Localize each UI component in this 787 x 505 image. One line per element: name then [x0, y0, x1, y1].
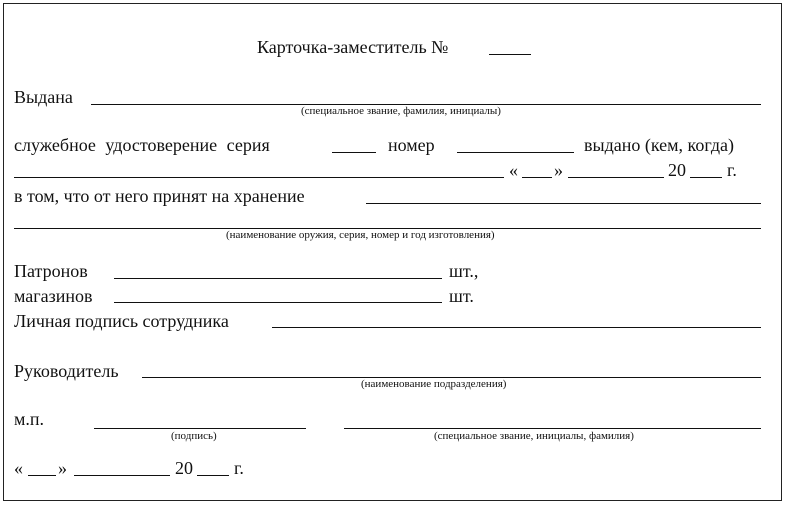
sign-caption: (подпись) [171, 430, 217, 442]
cartridges-unit: шт., [449, 261, 479, 281]
signature-label: Личная подпись сотрудника [14, 311, 229, 331]
rank-caption: (специальное звание, инициалы, фамилия) [434, 430, 634, 442]
magazines-label: магазинов [14, 286, 93, 306]
date-year-suffix: г. [727, 160, 737, 180]
cartridges-line[interactable] [114, 278, 442, 279]
issued-caption: (специальное звание, фамилия, инициалы) [301, 105, 501, 117]
bottom-date-day-line[interactable] [28, 475, 56, 476]
bottom-date-quote-close: » [58, 458, 67, 478]
division-caption: (наименование подразделения) [361, 378, 507, 390]
date-year-line[interactable] [690, 177, 722, 178]
issued-by-label: выдано (кем, когда) [584, 135, 735, 155]
storage-label: в том, что от него принят на хранение [14, 186, 305, 206]
bottom-date-quote-open: « [14, 458, 23, 478]
date-year-prefix: 20 [668, 160, 686, 180]
deputy-card-form [3, 3, 782, 501]
bottom-date-month-line[interactable] [74, 475, 170, 476]
manager-signature-line[interactable] [94, 428, 306, 429]
signature-line[interactable] [272, 327, 761, 328]
bottom-date-year-line[interactable] [197, 475, 229, 476]
cartridges-label: Патронов [14, 261, 88, 281]
magazines-unit: шт. [449, 286, 474, 306]
seal-label: м.п. [14, 409, 45, 429]
storage-line[interactable] [366, 203, 761, 204]
bottom-date-year-suffix: г. [234, 458, 244, 478]
bottom-date-year-prefix: 20 [175, 458, 193, 478]
series-line[interactable] [332, 152, 376, 153]
magazines-line[interactable] [114, 302, 442, 303]
issued-label: Выдана [14, 87, 73, 107]
weapon-caption: (наименование оружия, серия, номер и год изготовления) [226, 229, 495, 241]
manager-rank-line[interactable] [344, 428, 761, 429]
manager-label: Руководитель [14, 361, 119, 381]
number-line[interactable] [457, 152, 574, 153]
issued-by-line[interactable] [14, 177, 504, 178]
card-title: Карточка-заместитель № [257, 37, 449, 57]
date-quote-close: » [554, 160, 563, 180]
number-label: номер [388, 135, 435, 155]
date-month-line[interactable] [568, 177, 664, 178]
card-number-line[interactable] [489, 54, 531, 55]
date-day-line[interactable] [522, 177, 552, 178]
date-quote-open: « [509, 160, 518, 180]
certificate-label: служебное удостоверение серия [14, 135, 270, 155]
